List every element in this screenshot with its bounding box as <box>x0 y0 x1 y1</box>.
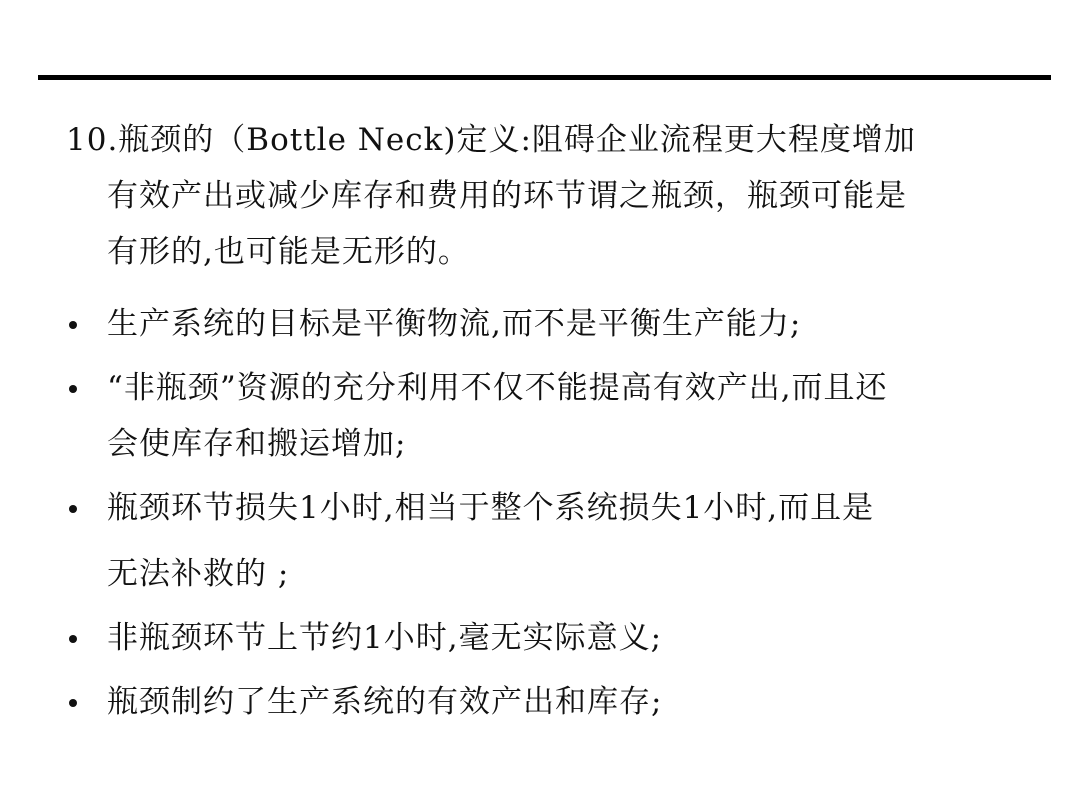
bullet-4-line-1: 非瓶颈环节上节约1小时,毫无实际意义; <box>107 620 663 656</box>
bullet-item-1 <box>66 296 1026 352</box>
bullet-dot-icon <box>69 699 77 707</box>
definition-paragraph <box>66 112 1026 280</box>
bullet-2-line-1: “非瓶颈”资源的充分利用不仅不能提高有效产出,而且还 <box>107 370 888 406</box>
definition-line-3: 有形的,也可能是无形的。 <box>107 234 470 270</box>
bullet-1-line-1: 生产系统的目标是平衡物流,而不是平衡生产能力; <box>107 306 802 342</box>
bullet-5-line-1: 瓶颈制约了生产系统的有效产出和库存; <box>107 684 663 720</box>
definition-line-2: 有效产出或减少库存和费用的环节谓之瓶颈，瓶颈可能是 <box>107 178 907 214</box>
bullet-dot-icon <box>69 505 77 513</box>
bullet-2-line-2: 会使库存和搬运增加; <box>107 426 407 462</box>
bullet-item-2 <box>66 360 1026 472</box>
bullet-dot-icon <box>69 321 77 329</box>
bullet-3-line-1: 瓶颈环节损失1小时,相当于整个系统损失1小时,而且是 <box>107 490 875 526</box>
slide-content <box>66 112 1026 738</box>
bullet-dot-icon <box>69 385 77 393</box>
bullet-item-3 <box>66 480 1026 602</box>
bullet-item-4 <box>66 610 1026 666</box>
bullet-3-line-2: 无法补救的 ; <box>107 556 290 592</box>
header-rule <box>38 75 1051 80</box>
definition-line-1: 10.瓶颈的（Bottle Neck)定义:阻碍企业流程更大程度增加 <box>66 122 916 158</box>
bullet-dot-icon <box>69 635 77 643</box>
bullet-item-5 <box>66 674 1026 730</box>
